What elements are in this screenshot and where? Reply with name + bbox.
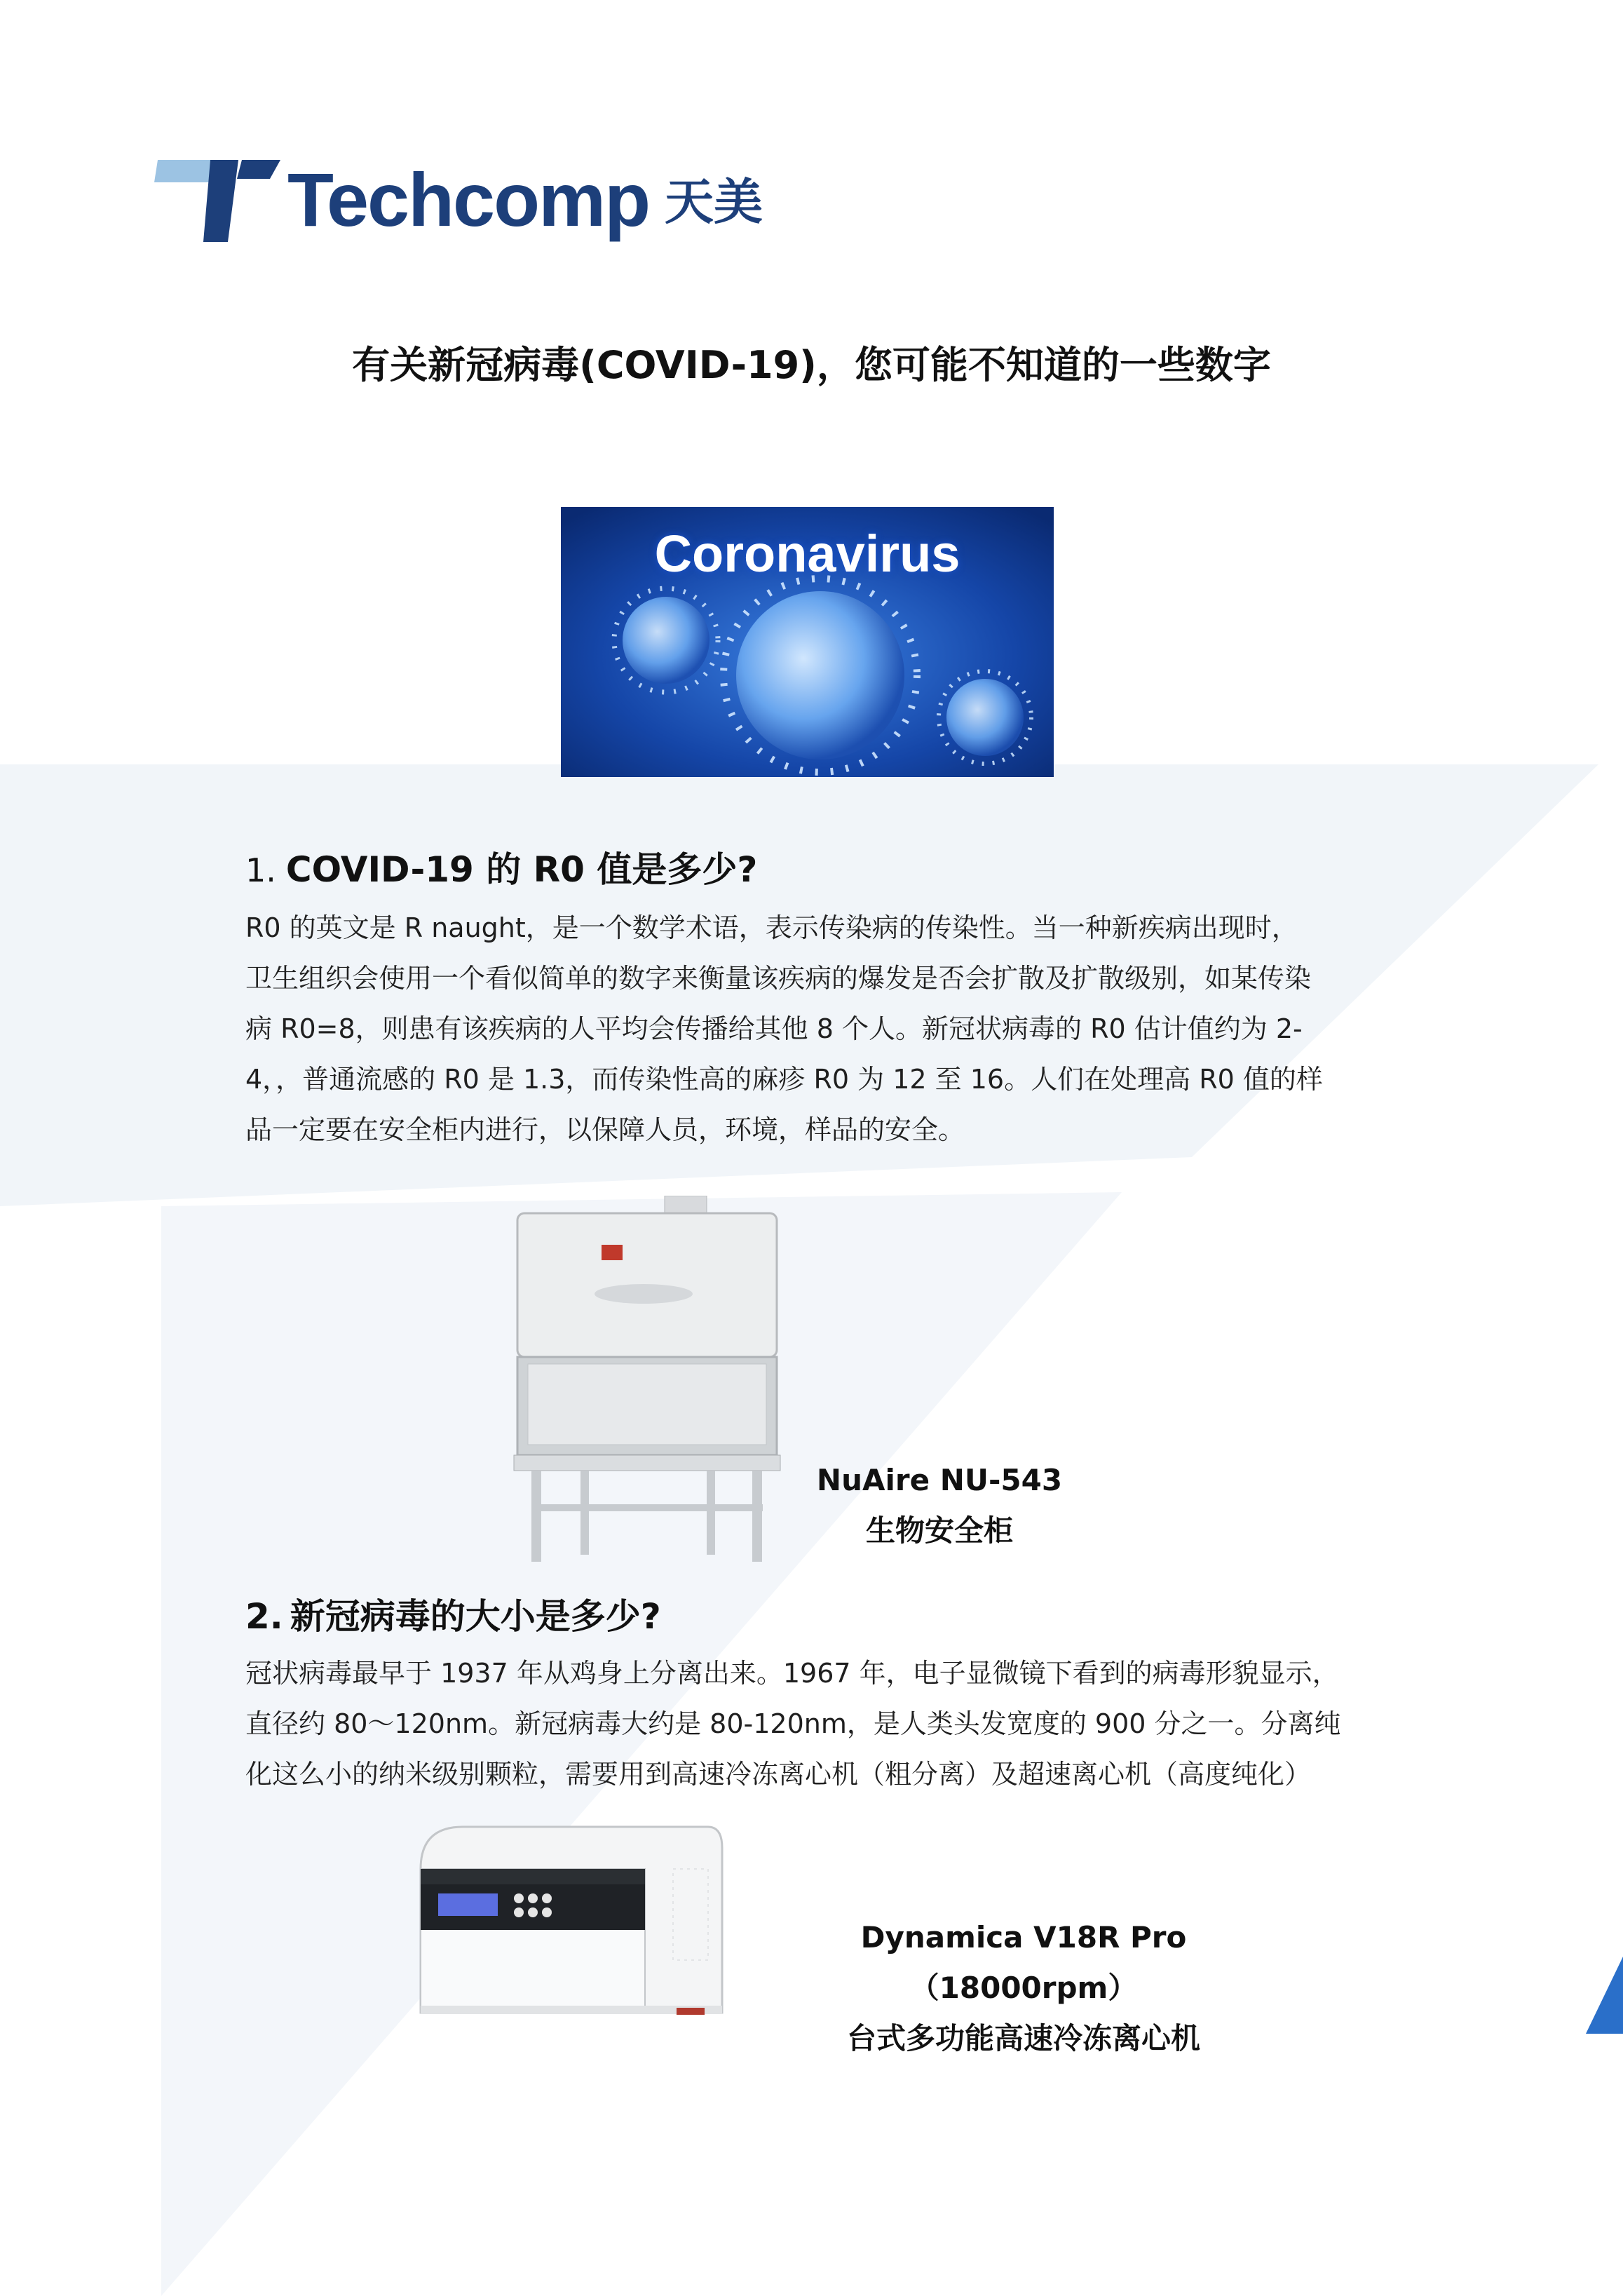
section2-heading-text: 新冠病毒的大小是多少? [290, 1596, 661, 1637]
biosafety-cabinet-image [503, 1196, 791, 1578]
cabinet-product-desc: 生物安全柜 [865, 1513, 1013, 1548]
section1-number: 1. [245, 851, 276, 889]
techcomp-logo-mark-icon [154, 154, 287, 245]
paragraph-line: 直径约 80～120nm。新冠病毒大约是 80-120nm，是人类头发宽度的 900 分之一。分离纯 [245, 1708, 1341, 1739]
section2-number: 2. [245, 1596, 283, 1637]
section2-paragraph [245, 1648, 1381, 1799]
centrifuge-image [407, 1820, 726, 2023]
document-title: 有关新冠病毒(COVID-19)，您可能不知道的一些数字 [352, 343, 1271, 387]
section1-heading [245, 842, 757, 892]
section1-paragraph [245, 903, 1381, 1155]
centrifuge-caption [757, 1912, 1290, 2064]
cabinet-caption [792, 1455, 1087, 1556]
cabinet-product-name: NuAire NU-543 [816, 1463, 1063, 1497]
techcomp-logo [154, 154, 771, 245]
paragraph-line: 化这么小的纳米级别颗粒，需要用到高速冷冻离心机（粗分离）及超速离心机（高度纯化） [245, 1759, 1312, 1790]
logo-chinese-name: 天美 [665, 173, 763, 231]
centrifuge-icon [407, 1820, 726, 2023]
paragraph-line: 冠状病毒最早于 1937 年从鸡身上分离出来。1967 年，电子显微镜下看到的病毒形貌显示， [245, 1658, 1339, 1689]
coronavirus-label: Coronavirus [654, 525, 960, 583]
paragraph-line: 卫生组织会使用一个看似简单的数字来衡量该疾病的爆发是否会扩散及扩散级别，如某传染 [245, 963, 1312, 994]
section2-heading [245, 1588, 661, 1639]
paragraph-line: 4，，普通流感的 R0 是 1.3，而传染性高的麻疹 R0 为 12 至 16。人们在处理高 R0 值的样 [245, 1064, 1323, 1095]
logo-wordmark: Techcomp [287, 157, 650, 242]
section1-heading-text: COVID-19 的 R0 值是多少? [285, 849, 758, 890]
paragraph-line: R0 的英文是 R naught，是一个数学术语，表示传染病的传染性。当一种新疾病出现时， [245, 912, 1298, 943]
biosafety-cabinet-icon [503, 1196, 791, 1578]
coronavirus-image [561, 507, 1054, 777]
centrifuge-product-name: Dynamica V18R Pro（18000rpm） [860, 1920, 1187, 2005]
centrifuge-product-desc: 台式多功能高速冷冻离心机 [846, 2021, 1200, 2055]
paragraph-line: 病 R0=8，则患有该疾病的人平均会传播给其他 8 个人。新冠状病毒的 R0 估计值约为 2- [245, 1013, 1303, 1044]
paragraph-line: 品一定要在安全柜内进行，以保障人员，环境，样品的安全。 [245, 1114, 965, 1145]
